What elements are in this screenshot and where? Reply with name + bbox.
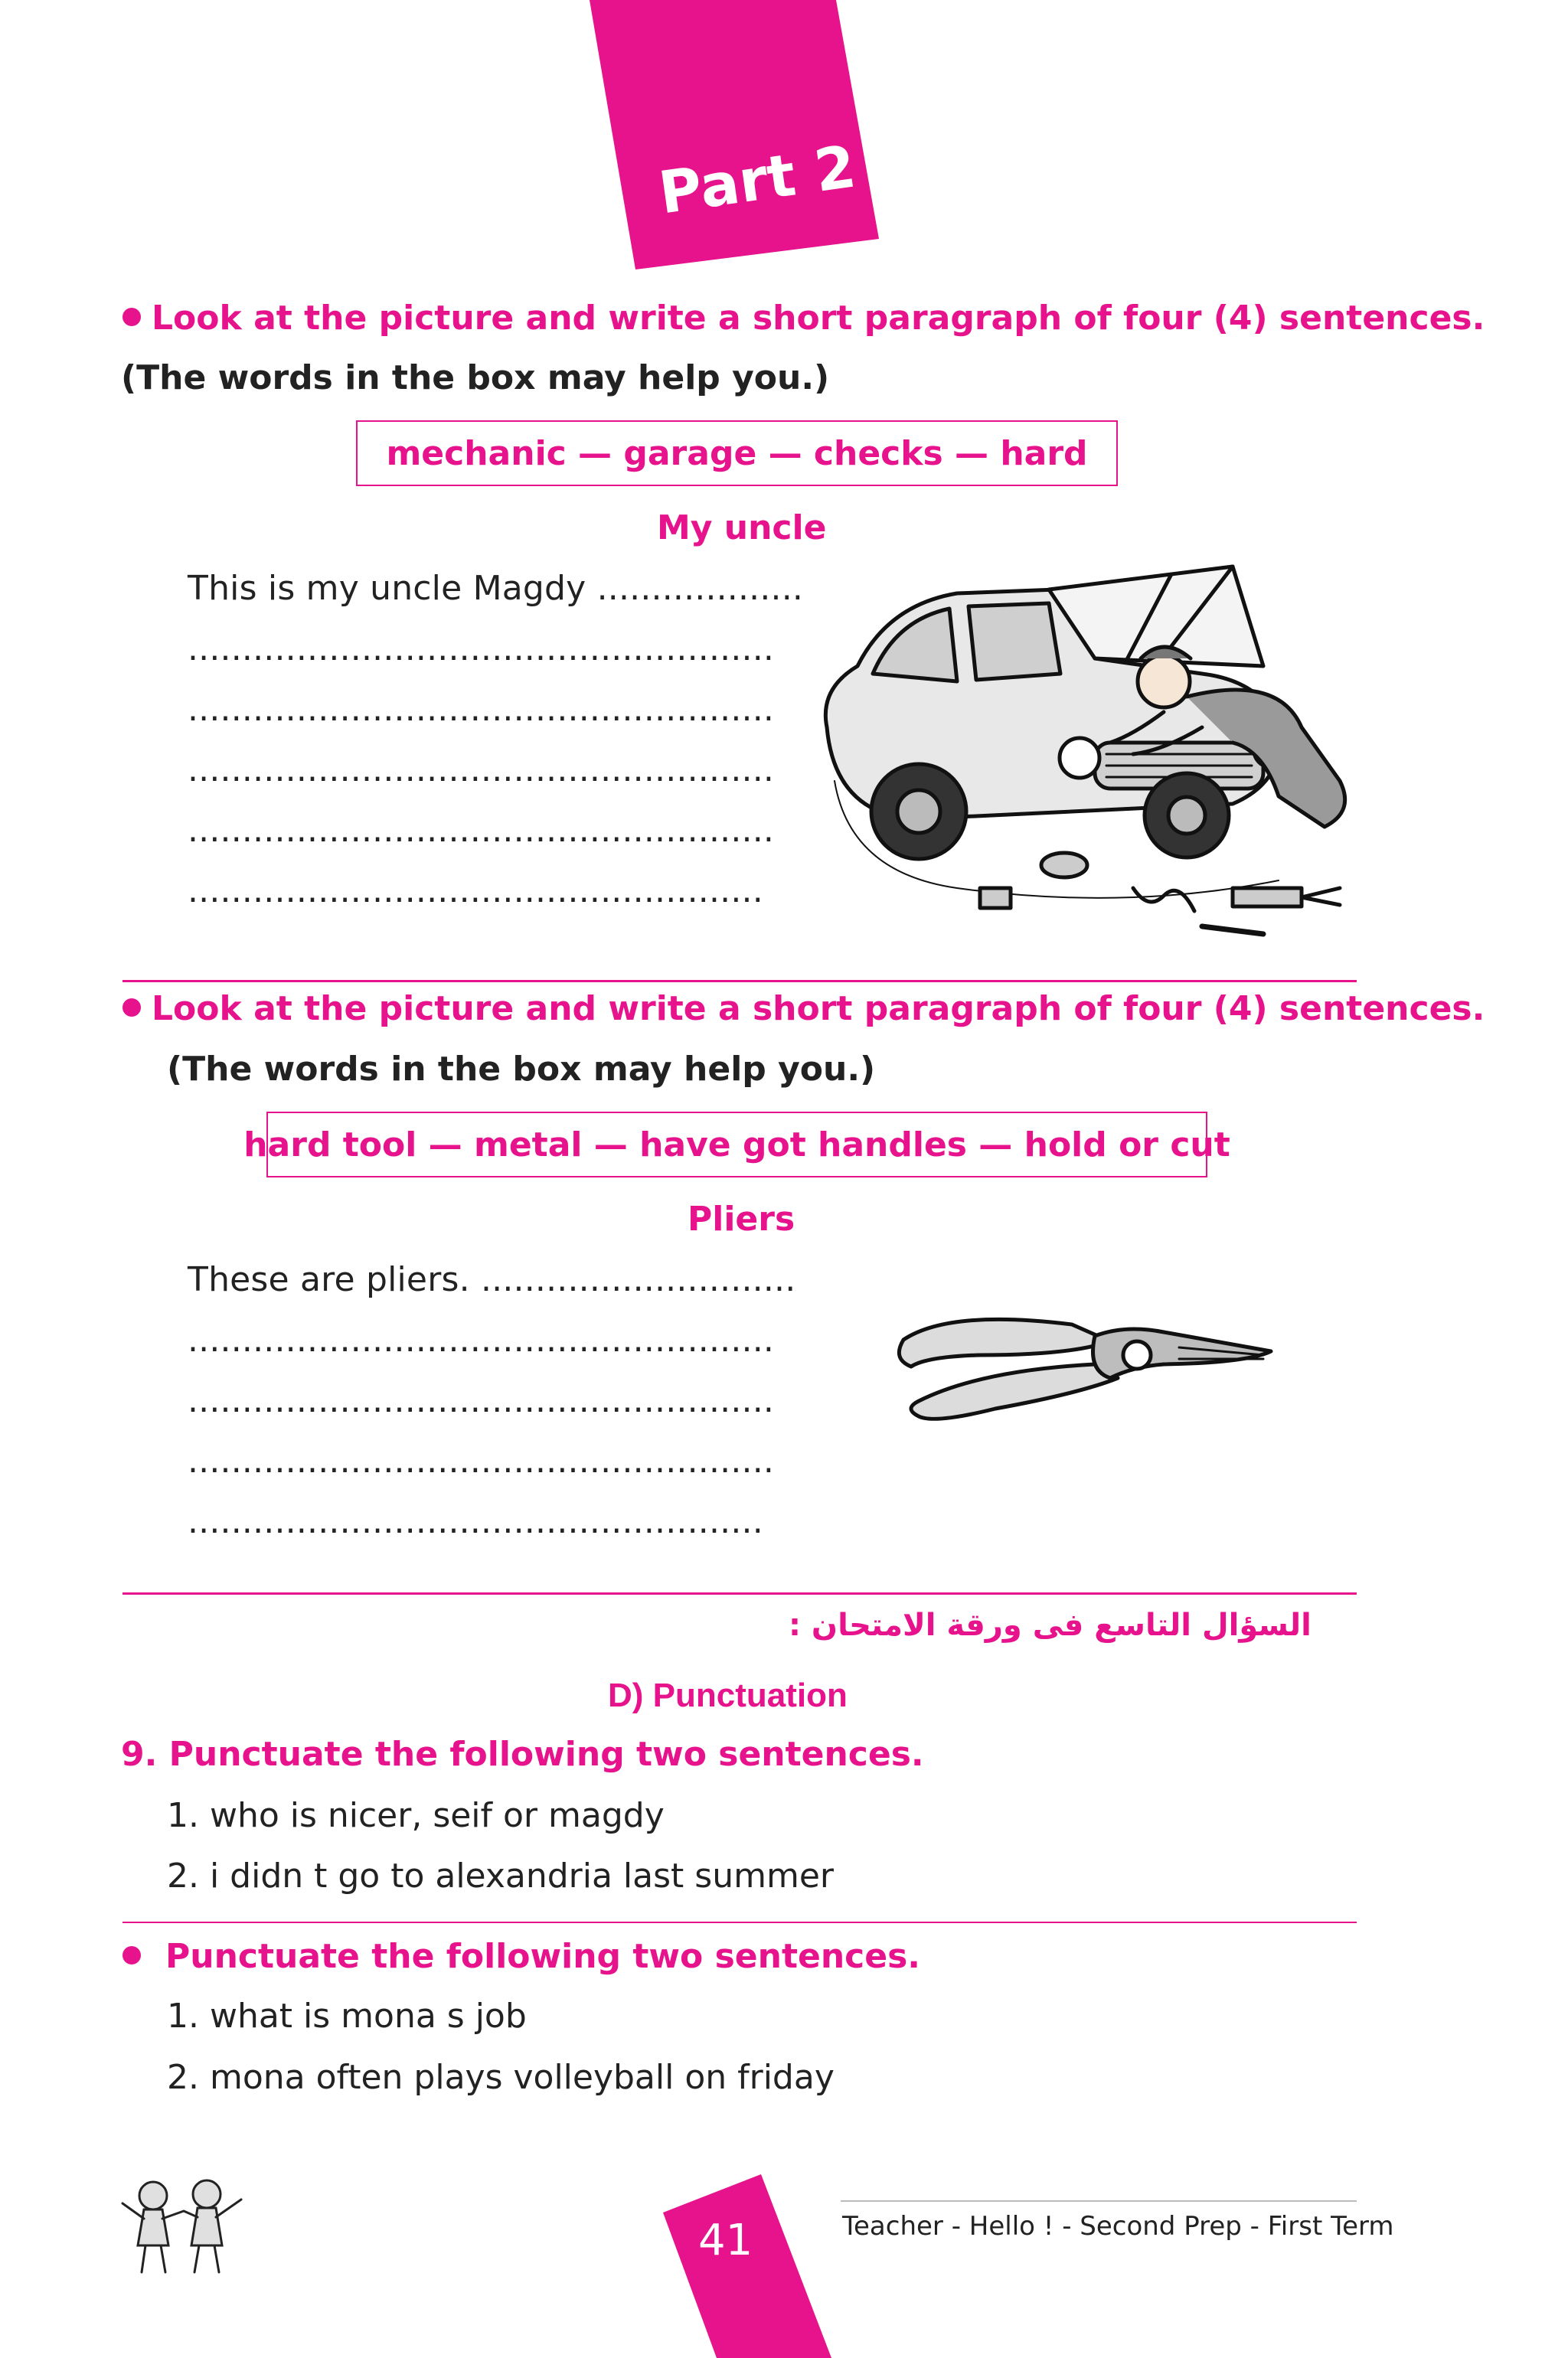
writing-line: ......................................................: [188, 629, 775, 668]
exam-note: السؤال التاسع فى ورقة الامتحان :: [789, 1608, 1312, 1643]
section2-writing-lines: [188, 1260, 815, 1563]
writing-line: ......................................................: [188, 750, 775, 789]
car-mechanic-illustration: [804, 551, 1370, 949]
section-divider: [122, 1922, 1357, 1923]
punctuation-question: 9. Punctuate the following two sentences.: [121, 1735, 924, 1774]
punctuation-item: 1. who is nicer, seif or magdy: [167, 1796, 665, 1835]
section2-word-box: hard tool — metal — have got handles — hold or cut: [266, 1112, 1207, 1177]
punctuation-item: 1. what is mona s job: [167, 1997, 527, 2036]
footer-caption: Teacher - Hello ! - Second Prep - First Term: [842, 2211, 1394, 2242]
section1-title: My uncle: [657, 508, 827, 547]
writing-line: ......................................................: [188, 811, 775, 850]
section1-writing-lines: [188, 569, 815, 932]
punctuation-heading: D) Punctuation: [608, 1677, 848, 1714]
kids-mascot-icon: [115, 2173, 253, 2280]
part-banner: [582, 0, 903, 276]
section2-title: Pliers: [688, 1200, 795, 1239]
punctuation-item: 2. mona often plays volleyball on friday: [167, 2058, 835, 2097]
writing-line: These are pliers. .............................: [188, 1260, 796, 1299]
punctuation-item: 2. i didn t go to alexandria last summer: [167, 1857, 834, 1896]
section1-hint: (The words in the box may help you.): [121, 358, 830, 397]
bullet-icon: [122, 308, 141, 326]
page-number-tab: [663, 2174, 831, 2358]
writing-line: This is my uncle Magdy ...................: [188, 569, 804, 608]
footer-rule: [841, 2200, 1357, 2202]
section1-word-box: mechanic — garage — checks — hard: [356, 420, 1118, 486]
punctuation2-instruction: Punctuate the following two sentences.: [122, 1937, 920, 1976]
page-number: 41: [698, 2216, 753, 2265]
section-divider: [122, 1592, 1357, 1595]
writing-line: ......................................................: [188, 1321, 775, 1360]
section-divider: [122, 980, 1357, 982]
bullet-icon: [122, 998, 141, 1017]
section2-instruction: Look at the picture and write a short paragraph of four (4) sentences.: [122, 989, 1485, 1028]
pliers-illustration: [888, 1294, 1286, 1439]
bullet-icon: [122, 1946, 141, 1964]
section2-hint: (The words in the box may help you.): [167, 1050, 876, 1089]
writing-line: .....................................................: [188, 871, 763, 910]
writing-line: ......................................................: [188, 1442, 775, 1481]
section1-instruction: Look at the picture and write a short paragraph of four (4) sentences.: [122, 299, 1485, 338]
writing-line: ......................................................: [188, 1381, 775, 1420]
part-title: Part 2: [655, 132, 861, 227]
writing-line: ......................................................: [188, 690, 775, 729]
writing-line: .....................................................: [188, 1502, 763, 1541]
